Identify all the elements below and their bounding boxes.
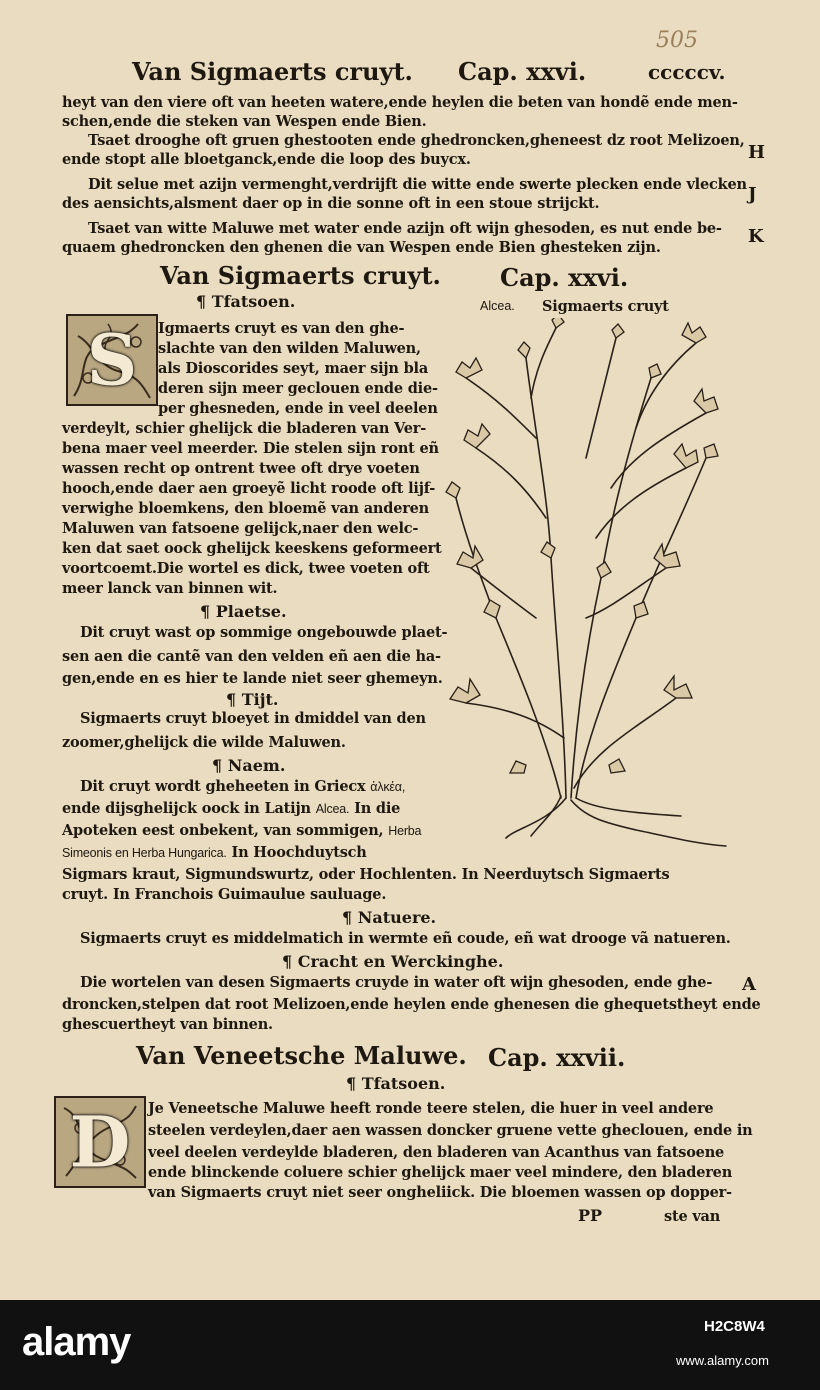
plaetse-line: sen aen die cantẽ van den velden eñ aen die ha- [62, 648, 441, 665]
initial-letter: D [69, 1100, 131, 1184]
section-heading-fatsoen: ¶ Tfatsoen. [196, 292, 296, 311]
cracht-line: droncken,stelpen dat root Melizoen,ende heylen ende ghenesen die ghequetstheyt ende [62, 996, 761, 1013]
naem-line: Apoteken eest onbekent, van sommigen, Herba [62, 822, 422, 839]
fatsoen-line: hooch,ende daer aen groeyẽ licht roode oft lijf- [62, 480, 436, 497]
fatsoen-line: slachte van den wilden Maluwen, [158, 340, 421, 357]
continuation-line: ende stopt alle bloetganck,ende die loop des buycx. [62, 151, 471, 168]
decorated-initial [54, 1096, 146, 1188]
fatsoen-line: per ghesneden, ende in veel deelen [158, 400, 438, 417]
section-heading-plaetse: ¶ Plaetse. [200, 602, 287, 621]
margin-letter: H [748, 142, 766, 163]
plaetse-line: gen,ende en es hier te lande niet seer ghemeyn. [62, 670, 443, 687]
chapter-title: Van Veneetsche Maluwe. [136, 1041, 467, 1070]
image-id: H2C8W4 [704, 1318, 765, 1335]
figure-caption: Sigmaerts cruyt [542, 298, 669, 315]
fatsoen-line: Maluwen van fatsoene gelijck,naer den welc- [62, 520, 419, 537]
decorated-initial [66, 314, 158, 406]
chapter-title: Van Sigmaerts cruyt. [160, 261, 441, 290]
continuation-line: heyt van den viere oft van heeten watere,ende heylen die beten van hondẽ ende men- [62, 94, 738, 111]
fatsoen-line: voortcoemt.Die wortel es dick, twee voeten oft [62, 560, 430, 577]
chapter2-line: steelen verdeylen,daer aen wassen doncker gruene vette gheclouen, ende in [148, 1122, 753, 1139]
natuere-line: Sigmaerts cruyt es middelmatich in wermte eñ coude, eñ wat drooge vã natueren. [80, 930, 731, 947]
chapter2-line: van Sigmaerts cruyt niet seer ongheliick. Die bloemen wassen op dopper- [148, 1184, 732, 1201]
tijt-line: Sigmaerts cruyt bloeyet in dmiddel van den [80, 710, 426, 727]
cracht-line: ghescuertheyt van binnen. [62, 1016, 273, 1033]
section-heading-naem: ¶ Naem. [212, 756, 286, 775]
section-heading-tijt: ¶ Tijt. [226, 690, 279, 709]
chapter2-line: ende blinckende coluere schier ghelijck maer veel mindere, den bladeren [148, 1164, 733, 1181]
fatsoen-line: bena maer veel meerder. Die stelen sijn ront eñ [62, 440, 439, 457]
fatsoen-line: deren sijn meer geclouen ende die- [158, 380, 438, 397]
naem-line: Sigmars kraut, Sigmundswurtz, oder Hochlenten. In Neerduytsch Sigmaerts [62, 866, 670, 883]
fatsoen-line: als Dioscorides seyt, maer sijn bla [158, 360, 429, 377]
continuation-line: Tsaet drooghe oft gruen ghestooten ende ghedroncken,gheneest dz root Melizoen, [88, 132, 745, 149]
plaetse-line: Dit cruyt wast op sommige ongebouwde plaet- [80, 624, 448, 641]
running-head-title: Van Sigmaerts cruyt. [132, 57, 413, 86]
fatsoen-line: wassen recht op ontrent twee oft drye voeten [62, 460, 420, 477]
margin-letter: K [748, 226, 764, 247]
section-heading-cracht: ¶ Cracht en Werckinghe. [282, 952, 504, 971]
alcea-plant-woodcut [436, 318, 736, 868]
handwritten-folio-number: 505 [656, 28, 698, 53]
initial-letter: S [86, 318, 138, 402]
continuation-line: Tsaet van witte Maluwe met water ende azijn oft wijn ghesoden, es nut ende be- [88, 220, 722, 237]
naem-line: Dit cruyt wordt gheheeten in Griecx ἀλκέα, [80, 778, 406, 795]
alamy-logo: alamy [22, 1320, 131, 1364]
website-url[interactable]: www.alamy.com [676, 1353, 769, 1368]
section-heading-natuere: ¶ Natuere. [342, 908, 437, 927]
fatsoen-line: Igmaerts cruyt es van den ghe- [158, 320, 405, 337]
running-head-folio-mark: cccccv. [648, 60, 726, 84]
fatsoen-line: verdeylt, schier ghelijck die bladeren van Ver- [62, 420, 427, 437]
continuation-line: Dit selue met azijn vermenght,verdrijft die witte ende swerte plecken ende vlecken [88, 176, 747, 193]
signature-mark: PP [578, 1206, 603, 1225]
chapter2-line: Je Veneetsche Maluwe heeft ronde teere stelen, die huer in veel andere [148, 1100, 714, 1117]
section-heading-fatsoen: ¶ Tfatsoen. [346, 1074, 446, 1093]
cracht-line: Die wortelen van desen Sigmaerts cruyde in water oft wijn ghesoden, ende ghe- [80, 974, 713, 991]
naem-line: Simeonis en Herba Hungarica. In Hoochduytsch [62, 844, 367, 861]
fatsoen-line: verwighe bloemkens, den bloemẽ van anderen [62, 500, 430, 517]
running-head-chapter: Cap. xxvi. [458, 57, 587, 86]
fatsoen-line: meer lanck van binnen wit. [62, 580, 278, 597]
catchword: ste van [664, 1208, 721, 1225]
continuation-line: quaem ghedroncken den ghenen die van Wespen ende Bien ghesteken zijn. [62, 239, 661, 256]
margin-letter: A [742, 974, 756, 995]
naem-line: ende dijsghelijck oock in Latijn Alcea. In die [62, 800, 401, 817]
figure-caption-latin: Alcea. [480, 299, 515, 313]
chapter2-line: veel deelen verdeylde bladeren, den bladeren van Acanthus van fatsoene [148, 1144, 725, 1161]
naem-line: cruyt. In Franchois Guimaulue sauluage. [62, 886, 387, 903]
tijt-line: zoomer,ghelijck die wilde Maluwen. [62, 734, 346, 751]
continuation-line: des aensichts,alsment daer op in die sonne oft in een stoue strijckt. [62, 195, 600, 212]
margin-letter: J [748, 184, 757, 205]
chapter-number: Cap. xxvii. [488, 1043, 626, 1072]
continuation-line: schen,ende die steken van Wespen ende Bien. [62, 113, 427, 130]
chapter-number: Cap. xxvi. [500, 263, 629, 292]
fatsoen-line: ken dat saet oock ghelijck keeskens geformeert [62, 540, 442, 557]
